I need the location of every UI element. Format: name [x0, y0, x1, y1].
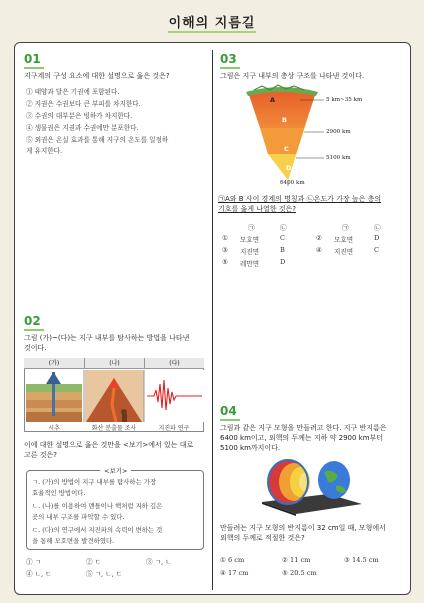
answer-option[interactable]: ④ 17 cm [220, 569, 249, 577]
question-number-02: 02 [24, 314, 41, 328]
panel-caption-ga: 시추 [48, 425, 60, 432]
answer-option[interactable]: ⑤ [222, 258, 228, 266]
option-5-cont: 게 유지한다. [26, 147, 63, 155]
table-cell: 모호면 [334, 236, 354, 244]
sub-question-line2: 고른 것은? [24, 451, 57, 459]
panel-head-na: (나) [84, 358, 144, 369]
sub-question-line1: ㉠A와 B 사이 경계의 명칭과 ㉡온도가 가장 높은 층의 [218, 195, 382, 203]
earth-model-illustration [258, 456, 366, 516]
layer-label-a: A [270, 96, 276, 104]
bogi-item: ㄴ. (나)를 이용하여 맨틀이나 핵처럼 지하 깊은 [32, 502, 163, 510]
answer-option[interactable]: ① [222, 234, 228, 242]
table-cell: 지진면 [334, 248, 354, 256]
answer-option[interactable]: ③ ㄱ, ㄴ [146, 558, 172, 566]
option-2[interactable]: ② 지권은 수권보다 큰 부피를 차지한다. [26, 100, 141, 108]
table-header: ㉡ [374, 224, 381, 232]
table-cell: C [280, 234, 286, 242]
page-title: 이해의 지름길 [168, 16, 256, 31]
bogi-title: <보기> [100, 466, 131, 475]
panel-caption-na: 화산 분출물 조사 [91, 425, 137, 432]
drilling-illustration [26, 372, 82, 422]
option-3[interactable]: ③ 수권의 대부분은 빙하가 차지한다. [26, 112, 133, 120]
title-underline [168, 31, 256, 33]
panel-head-ga: (가) [24, 358, 84, 369]
table-header: ㉡ [280, 224, 287, 232]
option-4[interactable]: ④ 생물권은 지권과 수권에만 분포한다. [26, 124, 139, 132]
answer-option[interactable]: ③ 14.5 cm [344, 556, 379, 564]
exploration-illustrations [24, 370, 204, 422]
answer-option[interactable]: ② [316, 234, 322, 242]
depth-label-4: 6400 km [280, 180, 305, 186]
answer-table [222, 222, 402, 272]
answer-option[interactable]: ① 6 cm [220, 556, 245, 564]
table-header: ㉠ [342, 224, 349, 232]
question-text-line2: 것이다. [24, 344, 47, 352]
answer-option[interactable]: ② 11 cm [282, 556, 311, 564]
question-text-line3: 5100 km까지이다. [220, 444, 281, 452]
table-cell: B [280, 246, 285, 254]
question-text-line1: 그림과 같은 지구 모형을 만들려고 한다. 지구 반지름은 [220, 424, 387, 432]
bogi-item: ㄱ. (가)의 방법이 지구 내부를 탐사하는 가장 [32, 478, 157, 486]
table-cell: 지진면 [240, 248, 260, 256]
question-number-bar [220, 67, 240, 69]
depth-label-2: 2900 km [326, 129, 351, 135]
sub-question-line1: 이에 대한 설명으로 옳은 것만을 <보기>에서 있는 대로 [24, 441, 194, 449]
layer-label-c: C [284, 145, 289, 153]
table-cell: D [374, 234, 380, 242]
answer-option[interactable]: ① ㄱ [26, 558, 42, 566]
question-text: 지구계의 구성 요소에 대한 설명으로 옳은 것은? [24, 72, 170, 80]
option-5[interactable]: ⑤ 외권은 온실 효과를 통해 지구의 온도를 일정하 [26, 136, 169, 144]
option-1[interactable]: ① 태양과 달은 기권에 포함된다. [26, 88, 120, 96]
bogi-item: 효율적인 방법이다. [32, 489, 86, 497]
table-cell: 모호면 [240, 236, 260, 244]
volcano-illustration [85, 370, 144, 422]
question-text-line1: 그림 (가)~(다)는 지구 내부를 탐사하는 방법을 나타낸 [24, 334, 190, 342]
depth-leader-lines [296, 96, 326, 186]
sub-question-line2: 외핵의 두께로 적절한 것은? [220, 534, 305, 542]
table-cell: C [374, 246, 380, 254]
column-divider [212, 50, 213, 590]
table-cell: 레만면 [240, 260, 260, 268]
question-number-03: 03 [220, 52, 237, 66]
question-number-04: 04 [220, 404, 237, 418]
depth-label-1: 5 km~35 km [326, 97, 363, 103]
question-number-bar [24, 329, 44, 331]
answer-option[interactable]: ④ ㄴ, ㄷ [26, 570, 52, 578]
answer-option[interactable]: ② ㄷ [86, 558, 102, 566]
bogi-item: ㄷ. (다)의 연구에서 지진파의 속력이 변하는 것 [32, 526, 163, 534]
panel-caption-da: 지진파 연구 [158, 425, 190, 432]
bogi-item: 곳의 내부 구조를 파악할 수 있다. [32, 513, 125, 521]
depth-label-3: 5100 km [326, 155, 351, 161]
answer-option[interactable]: ⑤ ㄱ, ㄴ, ㄷ [86, 570, 123, 578]
question-text-line2: 6400 km이고, 외핵의 두께는 지하 약 2900 km부터 [220, 434, 384, 442]
seismograph-illustration [145, 370, 204, 422]
panel-head-da: (다) [144, 358, 204, 369]
table-header: ㉠ [248, 224, 255, 232]
sub-question-line2: 기호를 옳게 나열한 것은? [218, 205, 297, 213]
sub-question-line1: 만들려는 지구 모형의 반지름이 32 cm일 때, 모형에서 [220, 524, 386, 532]
answer-option[interactable]: ③ [222, 246, 228, 254]
layer-label-d: D [286, 164, 292, 172]
question-number-bar [24, 67, 44, 69]
question-number-01: 01 [24, 52, 41, 66]
table-cell: D [280, 258, 286, 266]
layer-label-b: B [282, 116, 287, 124]
bogi-item: 을 통해 모호면을 발견하였다. [32, 537, 115, 545]
question-text: 그림은 지구 내부의 층상 구조를 나타낸 것이다. [220, 72, 365, 80]
question-number-bar [220, 419, 240, 421]
answer-option[interactable]: ④ [316, 246, 322, 254]
answer-option[interactable]: ⑤ 20.5 cm [282, 569, 317, 577]
